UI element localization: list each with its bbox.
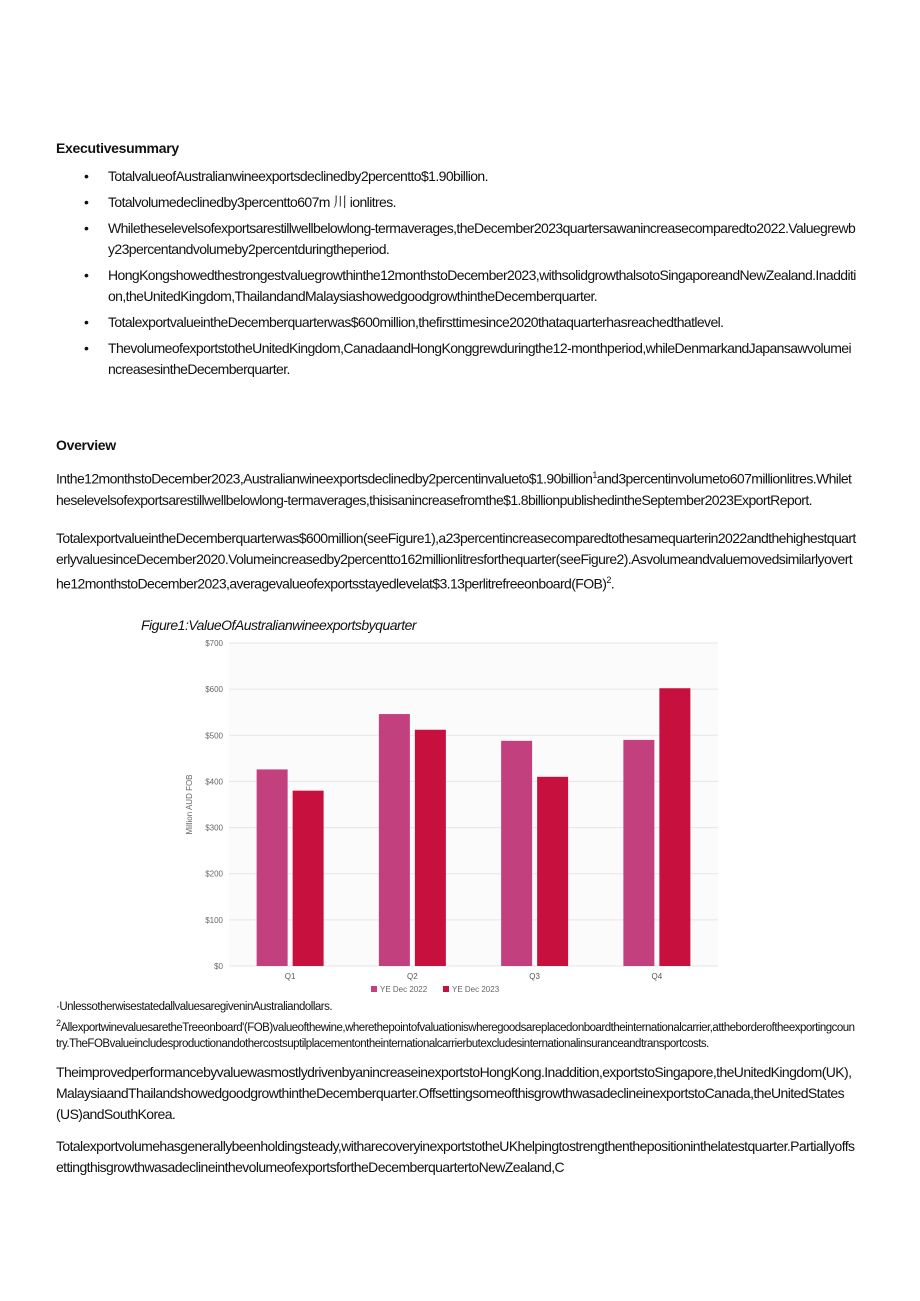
body-paragraph-3: TheimprovedperformancebyvaluewasmostlydrivenbyanincreaseinexportstoHongKong.Inaddition,exportstoSingapore,theUnitedKingdom(UK),MalaysiaandThailandshowedgoodgrowthintheDecemberquarter.OffsettingsomeofthisgrowthwasadeclineinexportstoCanada,theUnitedStates(US)andSouthKorea.: [56, 1064, 852, 1122]
bar: [659, 688, 690, 966]
bar: [257, 769, 288, 966]
y-tick-label: $700: [205, 639, 223, 648]
y-tick-label: $600: [205, 685, 223, 695]
figure-title: Figure1:ValueOfAustralianwineexportsbyquarter: [141, 617, 417, 633]
y-tick-label: $200: [205, 869, 223, 879]
footnote-1: ·UnlessotherwisestatedallvaluesaregiveninAustraliandollars.: [56, 1001, 333, 1013]
bar: [293, 791, 324, 966]
body-paragraph-4: Totalexportvolumehasgenerallybeenholdingsteady,witharecoveryinexportstotheUKhelpingtostrengthenthepositioninthelatestquarter.PartiallyoffsettingthisgrowthwasadeclineinthevolumeofexportsfortheDecemberquartertoNewZealand,C: [56, 1138, 855, 1175]
footnote-2: $^2$AllexportwinevaluesaretheTreeonboard'(FOB)valueofthewine,wherethepointofvaluationiswheregoodsareplacedonboardtheinternationalcarrier,attheborderoftheexportingcountry.TheFOBvalueincludesproductionandothercostsuptilplacementontheinternationalcarrierbutexcludesinternationalinsuranceandtransportcosts.: [56, 1018, 855, 1050]
bullet-icon: •: [84, 168, 89, 184]
list-item: • TotalexportvalueintheDecemberquarterwas$600million,thefirsttimesince2020thataquarterhasreachedthatlevel.: [56, 312, 856, 333]
bullet-icon: •: [84, 194, 89, 210]
list-item: • ThevolumeofexportstotheUnitedKingdom,CanadaandHongKonggrewduringthe12-monthperiod,whileDenmarkandJapansawvolumeincreasesintheDecemberquarter.: [84, 340, 851, 377]
y-tick-label: $0: [214, 962, 223, 971]
bar: [501, 741, 532, 966]
bullet-icon: •: [84, 267, 89, 283]
x-tick-label: Q1: [284, 972, 296, 981]
x-tick-label: Q2: [407, 972, 418, 981]
x-tick-label: Q3: [529, 972, 540, 981]
list-item: • TotalvalueofAustralianwineexportsdeclinedby2percentto$1.90billion.: [56, 166, 856, 187]
bar: [537, 777, 568, 966]
bar: [415, 730, 446, 966]
bar: [623, 740, 654, 966]
executive-summary-heading: Executivesummary: [56, 140, 179, 156]
y-tick-label: $400: [205, 777, 223, 787]
overview-paragraph-1: Inthe12monthstoDecember2023,Australianwineexportsdeclinedby2percentinvalueto$1.90billion$^1$and3percentinvolumeto607millionlitres.Whiletheselevelsofexportsarestillwellbelowlong-termaverages,thisisanincreasefromthe$1.8billionpublishedintheSeptember2023ExportReport.: [56, 470, 852, 508]
overview-heading: Overview: [56, 437, 116, 453]
legend-swatch: [443, 986, 449, 992]
overview-paragraph-2: TotalexportvalueintheDecemberquarterwas$600million(seeFigure1),a23percentincreasecomparedtothesamequarterin2022andthehighestquarterlyvaluesinceDecember2020.Volumeincreasedby2percentto162millionlitresforthequarter(seeFigure2).Asvolumeandvaluemovedsimilarlyoverthe12monthstoDecember2023,averagevalueofexportsstayedlevelat$3.13perlitrefreeonboard(FOB)$^2$.: [56, 530, 856, 592]
list-item: • HongKongshowedthestrongestvaluegrowthinthe12monthstoDecember2023,withsolidgrowthalsotoSingaporeandNewZealand.Inaddition,theUnitedKingdom,ThailandandMalaysiashowedgoodgrowthintheDecemberquarter.: [84, 267, 856, 304]
y-axis-title: Million AUD FOB: [185, 774, 194, 835]
bullet-icon: •: [84, 220, 89, 236]
bar: [379, 714, 410, 966]
value-bar-chart: [183, 637, 723, 999]
bullet-icon: •: [84, 340, 89, 356]
list-item: • Totalvolumedeclinedby3percentto607m 川 ionlitres.: [56, 192, 856, 213]
y-tick-label: $100: [205, 915, 223, 925]
y-tick-label: $300: [205, 823, 223, 833]
x-tick-label: Q4: [651, 972, 663, 981]
bullet-icon: •: [84, 314, 89, 330]
legend-label: YE Dec 2023: [452, 985, 500, 994]
list-item: • Whiletheselevelsofexportsarestillwellbelowlong-termaverages,theDecember2023quartersawanincreasecomparedto2022.Valuegrewby23percentandvolumeby2percentduringtheperiod.: [84, 220, 856, 257]
summary-bullet-list: [56, 166, 856, 385]
legend-swatch: [371, 986, 377, 992]
y-tick-label: $500: [205, 731, 223, 741]
legend-label: YE Dec 2022: [380, 985, 428, 994]
